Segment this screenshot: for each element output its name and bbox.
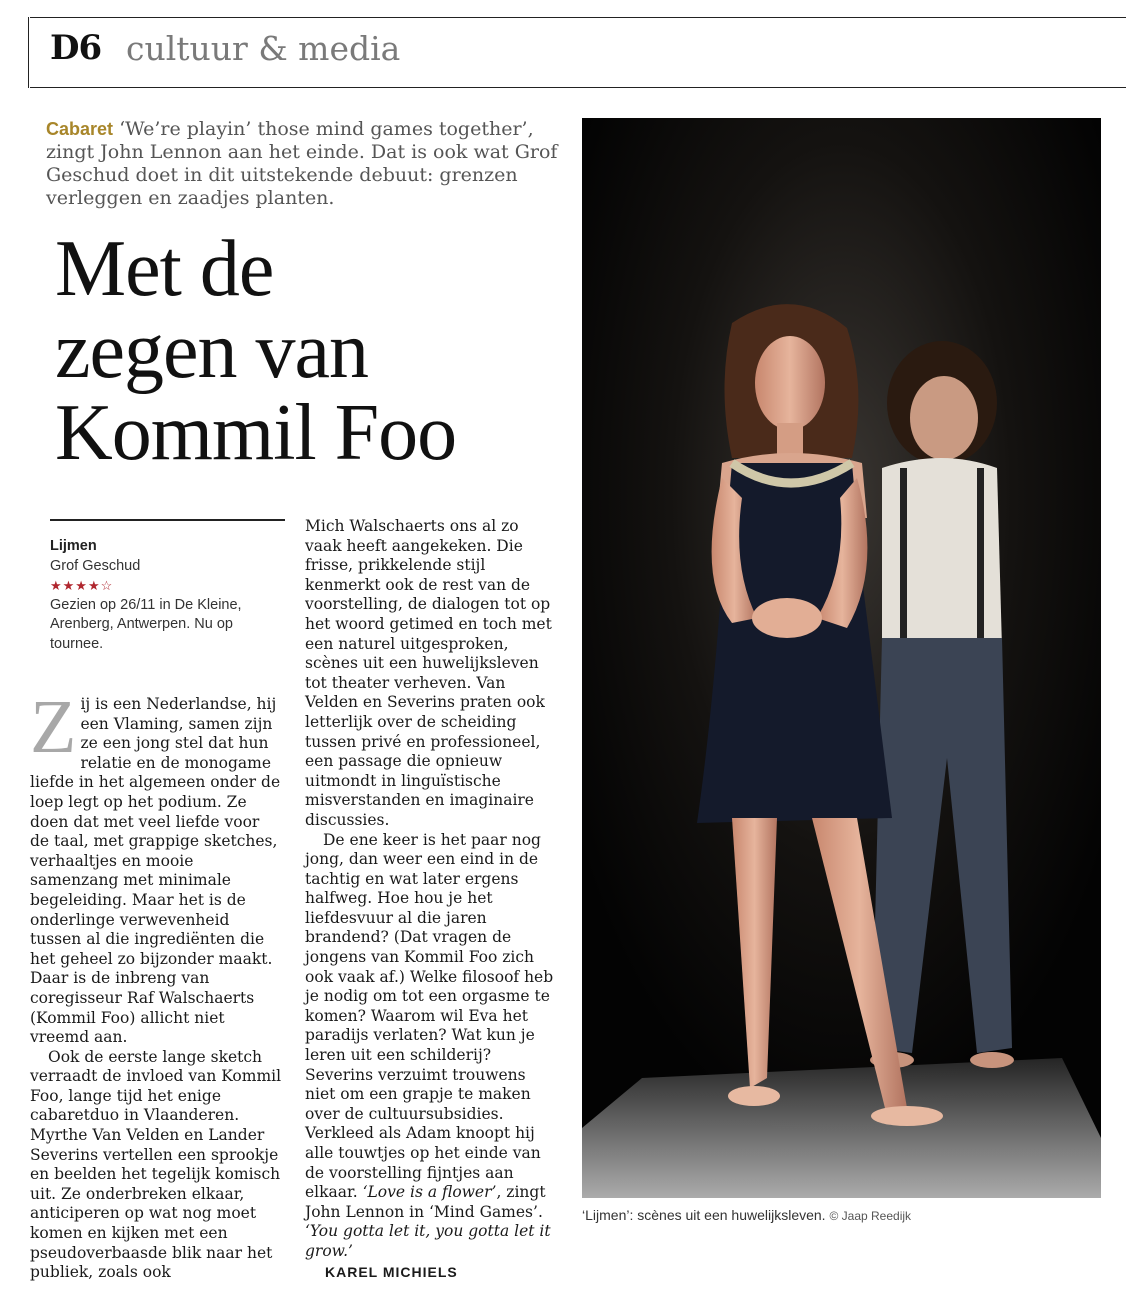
stage-photo	[582, 118, 1101, 1198]
headline-line-2: zegen van	[55, 307, 369, 395]
photo-credit: © Jaap Reedijk	[829, 1209, 912, 1223]
paragraph-1: Zij is een Nederlandse, hij een Vlaming, samen zijn ze een jong stel dat hun relatie en de monogame liefde in het algemeen onder de loep legt op het podium. Ze doen dat met veel liefde voor de taal, met grappige sketches, verhaaltjes en mooie samenzang met minimale begeleiding. Maar het is de onderlinge verwevenheid tussen al die ingrediënten die het geheel zo bijzonder maakt. Daar is de inbreng van coregisseur Raf Walschaerts (Kommil Foo) allicht niet vreemd aan.	[30, 685, 281, 1047]
stage-photo-illustration	[582, 118, 1101, 1198]
headline	[55, 225, 575, 477]
star-rating: ★★★★☆	[50, 578, 114, 593]
article-column-1	[30, 685, 282, 1283]
caption-text: ‘Lijmen’: scènes uit een huwelijksleven.	[582, 1207, 826, 1223]
paragraph-2: Ook de eerste lange sketch verraadt de invloed van Kommil Foo, lange tijd het enige cabaretduo in Vlaanderen. Myrthe Van Velden en Lander Severins vertellen een sprookje en beelden het tegelijk komisch uit. Ze onderbreken elkaar, anticiperen op wat nog moet komen en kijken met een pseudoverbaasde blik naar het publiek, zoals ook	[30, 1047, 282, 1282]
company-name: Grof Geschud	[50, 557, 141, 574]
headline-line-3: Kommil Foo	[55, 389, 457, 477]
quote-let-it-grow: ‘You gotta let it, you gotta let it grow.’	[305, 1222, 551, 1260]
intro-kicker: Cabaret	[46, 119, 114, 139]
byline: KAREL MICHIELS	[325, 1263, 458, 1280]
paragraph-3: De ene keer is het paar nog jong, dan weer een eind in de tachtig en wat later ergens halfweg. Hoe hou je het liefdesvuur al die jaren brandend? (Dat vragen de jongens van Kommil Foo zich ook vaak af.) Welke filosoof heb je nodig om tot een orgasme te komen? Waarom wil Eva het paradijs verlaten? Wat kun je leren uit een schilderij? Severins verzuimt trouwens niet om een grapje te maken over de cultuursubsidies. Verkleed als Adam knoopt hij alle touwtjes op het einde van de voorstelling fijntjes aan elkaar. ‘Love is a flower’, zingt John Lennon in ‘Mind Games’. ‘You gotta let it, you gotta let it grow.’	[305, 830, 554, 1260]
header-vertical-rule	[28, 17, 29, 88]
article-column-2	[305, 517, 560, 1282]
info-box-rule	[50, 519, 285, 521]
header-top-rule	[30, 17, 1126, 18]
page-number: D6	[50, 28, 102, 68]
photo-caption	[582, 1207, 1112, 1223]
intro-text: ‘We’re playin’ those mind games together’, zingt John Lennon aan het einde. Dat is ook wat Grof Geschud doet in dit uitstekende debuut: grenzen verleggen en zaadjes planten.	[46, 118, 558, 209]
paragraph-2-continued: Mich Walschaerts ons al zo vaak heeft aangekeken. Die frisse, prikkelende stijl kenmerkt ook de rest van de voorstelling, de dialogen tot op het woord getimed en toch met een naturel uitgesproken, scènes uit een huwelijksleven tot theater verheven. Van Velden en Severins praten ook letterlijk over de scheiding tussen privé en professioneel, een passage die opnieuw uitmondt in linguïstische misverstanden en imaginaire discussies.	[305, 517, 552, 829]
show-details: Gezien op 26/11 in De Kleine, Arenberg, Antwerpen. Nu op tournee.	[50, 596, 242, 652]
section-title: cultuur & media	[126, 29, 401, 68]
headline-line-1: Met de	[55, 225, 274, 313]
header-bottom-rule	[30, 87, 1126, 88]
show-title: Lijmen	[50, 538, 97, 554]
review-info-box	[50, 537, 285, 654]
intro-lead	[46, 118, 576, 210]
quote-love-is-a-flower: ‘Love is a flower’	[362, 1183, 497, 1202]
drop-cap: Z	[30, 685, 77, 769]
